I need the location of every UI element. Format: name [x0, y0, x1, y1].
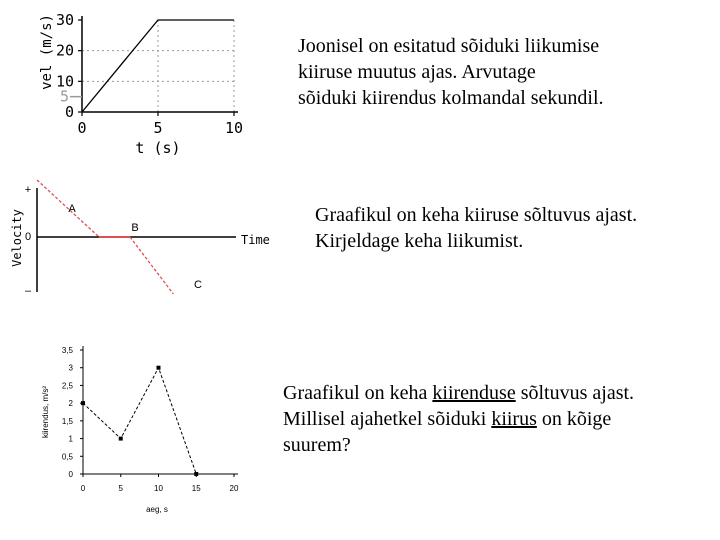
- x-tick-label: 5: [118, 484, 123, 493]
- y-tick-label: 1,5: [61, 416, 73, 426]
- x-tick-label: 15: [191, 484, 201, 493]
- y-tick-label: 1: [68, 434, 73, 444]
- task-2-line: Graafikul on keha kiiruse sõltuvus ajast.: [315, 204, 638, 226]
- y-tick-label: 0: [64, 103, 74, 121]
- y-tick-label: 2,5: [61, 381, 73, 391]
- x-tick-label: 10: [154, 484, 163, 493]
- text-part: Graafikul on keha: [283, 382, 433, 404]
- series-line: [83, 368, 196, 474]
- y-tick-label: 10: [55, 72, 74, 91]
- task-1-line: sõiduki kiirendus kolmandal sekundil.: [298, 87, 604, 109]
- x-tick-label: 10: [224, 119, 244, 137]
- y-tick-label: 0,5: [61, 452, 73, 462]
- task-3-line-2: [283, 406, 713, 432]
- y-marker-label: 5: [59, 87, 69, 106]
- x-tick-label: 5: [153, 119, 163, 137]
- task-1-text: [298, 33, 708, 111]
- task-2-text: [315, 202, 715, 254]
- underlined-word: kiirenduse: [432, 382, 516, 404]
- data-point: [157, 366, 161, 370]
- y-tick-label: 0: [68, 470, 73, 479]
- task-3-line-3: suurem?: [283, 434, 351, 456]
- task-3-text: [283, 380, 713, 458]
- task-1-line: kiiruse muutus ajas. Arvutage: [298, 61, 536, 83]
- y-tick-label: 20: [55, 41, 74, 60]
- segment-label: B: [131, 222, 139, 234]
- y-tick-label: 30: [55, 11, 74, 29]
- task-3-line-1: [283, 380, 713, 406]
- segment-label: C: [194, 279, 202, 291]
- x-axis-label: t (s): [135, 139, 181, 157]
- y-axis-label: Velocity: [10, 209, 24, 267]
- y-tick-label: 3: [68, 363, 73, 373]
- y-tick-label: 3,5: [61, 346, 73, 355]
- x-tick-label: 0: [77, 119, 87, 137]
- x-axis-label: aeg, s: [146, 505, 168, 514]
- y-tick-label: 2: [68, 399, 73, 409]
- segment-label: A: [68, 203, 76, 215]
- y-axis-label: vel (m/s): [39, 14, 55, 90]
- data-point: [81, 401, 85, 405]
- y-tick-label: –: [24, 285, 32, 297]
- data-point: [194, 472, 198, 476]
- text-part: sõltuvus ajast.: [515, 382, 635, 404]
- text-part: on kõige: [536, 408, 612, 430]
- y-tick-label: 0: [24, 231, 32, 243]
- data-point: [119, 437, 123, 441]
- y-tick-label: +: [24, 184, 32, 196]
- text-part: Millisel ajahetkel sõiduki: [283, 408, 492, 430]
- x-tick-label: 20: [229, 484, 239, 493]
- y-axis-label: kiirendus, m/s²: [41, 385, 50, 439]
- task-1-line: Joonisel on esitatud sõiduki liikumise: [298, 35, 600, 57]
- x-axis-label: Time: [241, 233, 270, 247]
- x-tick-label: 0: [80, 484, 86, 493]
- underlined-word: kiirus: [491, 408, 537, 430]
- task-2-line: Kirjeldage keha liikumist.: [315, 230, 524, 252]
